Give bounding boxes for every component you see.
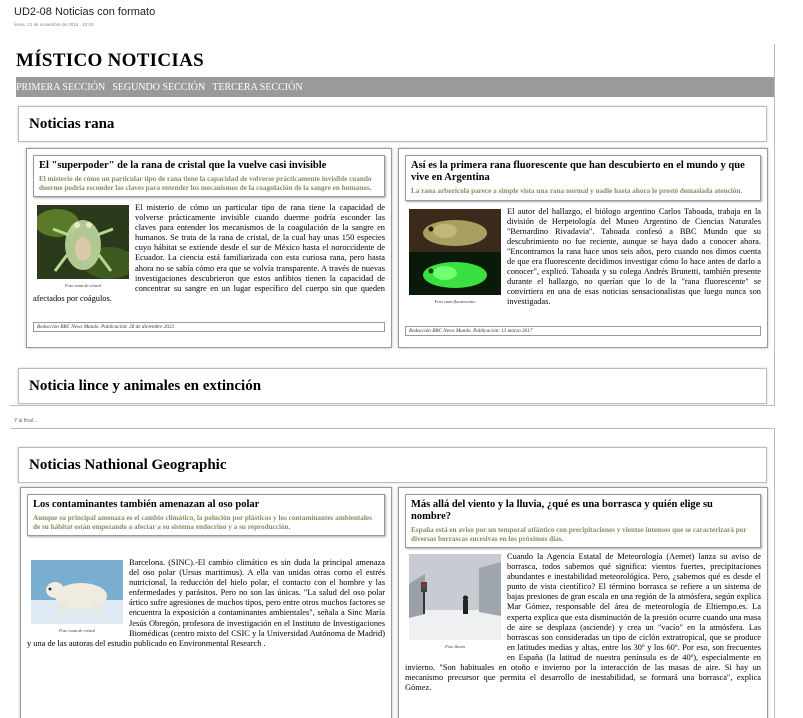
article-header bbox=[33, 155, 385, 197]
article-header bbox=[405, 494, 761, 548]
page-separator-text: Y al final... bbox=[14, 418, 38, 424]
figure-caption: Foto lluvia bbox=[445, 644, 465, 649]
article-title: Así es la primera rana fluorescente que han descubierto en el mundo y que vive en Argentina bbox=[411, 160, 745, 183]
figure-caption: Foto rana de cristal bbox=[58, 628, 96, 633]
glass-frog-image bbox=[37, 205, 129, 279]
article-oso-polar bbox=[20, 487, 392, 718]
page-1 bbox=[10, 44, 775, 406]
article-summary: España está en aviso por un temporal atlántico con precipitaciones y vientos intensos que se caracterizará por diversas borrascas sucesivas en los próximos días. bbox=[411, 526, 747, 543]
article-title: Más allá del viento y la lluvia, ¿qué es una borrasca y quién elige su nombre? bbox=[411, 499, 713, 522]
article-figure bbox=[37, 205, 129, 291]
fluorescent-frog-image bbox=[409, 209, 501, 295]
article-rana-fluorescente bbox=[398, 148, 768, 348]
section-title: Noticia lince y animales en extinción bbox=[29, 378, 262, 394]
article-header bbox=[405, 155, 761, 201]
article-title: Los contaminantes también amenazan al oso polar bbox=[33, 499, 260, 510]
nav-link-tercera[interactable]: TERCERA SECCIÓN bbox=[212, 81, 303, 93]
article-summary: Aunque su principal amenaza es el cambio climático, la polución por plásticos y los contaminantes ambientales de su hábitat están empezando a afectar a su sistema endocrino y a su reproducción. bbox=[33, 514, 372, 531]
article-title: El "superpoder" de la rana de cristal que la vuelve casi invisible bbox=[39, 160, 327, 171]
article-text: El autor del hallazgo, el biólogo argentino Carlos Taboada, trabaja en la división de Herpetología del Museo Argentino de Ciencias Naturales "Bernardino Rivadavia". Taboada confesó a BBC Mundo que su descubrimiento no fue reciente, aunque se haya dado a conocer ahora. "Encontramos la rana hace unos seis años, pero cuando nos dimos cuenta de que era fluorescente decidimos investigar cómo lo hace antes de darlo a conocer", explicó. Taboada y su colega Andrés Brunetti, también presente durante el hallazgo, no querían que lo de la "rana fluorescente" se convirtiera en una de esas noticias sensacionalistas que luego nunca son investigadas. bbox=[507, 206, 761, 307]
article-text: Barcelona. (SINC).-El cambio climático es sin duda la principal amenaza del oso polar (Ursus maritimus). A ella van unidas otras como el estrés nutricional, la reducción del hielo polar, el contacto con el hombre y las enfermedades y parásitos. Pero no son las únicas. "La salud del oso polar ártico sufre agresiones de muchos tipos, pero entre otros muchos factores se encuentra la exposición a contaminantes ambientales", señala a Sinc María Jesús Obregón, profesora de investigación en el Instituto de Investigaciones Biomédicas (centro mixto del CSIC y la Universidad Autónoma de Madrid) y una de las autoras del estudio publicado en Environmental Research . bbox=[27, 558, 385, 648]
article-borrasca bbox=[398, 487, 768, 718]
article-summary: La rana arborícola parece a simple vista una rana normal y nadie hasta ahora le prestó demasiada atención. bbox=[411, 187, 743, 195]
article-rana-cristal bbox=[26, 148, 392, 348]
section-title: Noticias rana bbox=[29, 116, 115, 132]
nav-link-primera[interactable]: PRIMERA SECCIÓN bbox=[16, 81, 106, 93]
figure-caption: Foto rana de cristal bbox=[64, 283, 102, 288]
section-header-lince bbox=[18, 368, 767, 404]
section-title: Noticias Nathional Geographic bbox=[29, 457, 227, 473]
article-figure bbox=[409, 554, 501, 652]
article-body bbox=[405, 207, 761, 323]
section-header-natgeo bbox=[18, 447, 767, 483]
site-title: MÍSTICO NOTICIAS bbox=[16, 50, 204, 71]
section-header-rana bbox=[18, 106, 767, 142]
nav-link-segundo[interactable]: SEGUNDO SECCIÓN bbox=[112, 81, 206, 93]
article-text: Cuando la Agencia Estatal de Meteorología (Aemet) lanza su aviso de borrasca, todos sabemos qué significa: vientos fuertes, precipitaciones abundantes e inestabilidad meteorológica. Pero, ¿sabemos qué es desde el punto de vista científico? El término borrasca se refiere a un sistema de bajas presiones de gran escala en una región de la atmósfera, según explica Mar Gómez, responsable del área de meteorología de Eltiempo.es. La experta explica que esta disminución de la presión ocurre cuando una masa de aire se desplaza (asciende) y crea un "vacío" en la atmósfera. Las borrascas son consideradas un tipo de ciclón extratropical, que se produce en latitudes medias y altas, entre los 30º y los 60º. Por eso, son frecuentes en España (la latitud de nuestra península es de 40º), especialmente en invierno. "Son habituales en otoño e invierno por la interacción de las masas de aire. Si hay un mecanismo precursor que permita el desarrollo de inestabilidad, se formará una borrasca", explica Gómez. bbox=[405, 552, 761, 693]
article-footer: Redacción BBC News Mundo. Publicación: 13 marzo 2017 bbox=[405, 326, 761, 336]
document-meta: lunes, 21 de noviembre de 2016 · 10:15 bbox=[14, 22, 94, 27]
article-footer: Redacción BBC News Mundo. Publicación: 26 de diciembre 2022 bbox=[33, 322, 385, 332]
article-body bbox=[405, 552, 761, 693]
main-nav bbox=[16, 77, 775, 97]
page-2 bbox=[10, 428, 775, 718]
article-summary: El misterio de cómo un particular tipo de rana tiene la capacidad de volverse prácticamente invisible cuando duerme podría esconder las claves para entender los mecanismos de la coagulación de la sangre en humanos. bbox=[39, 175, 372, 192]
article-header bbox=[27, 494, 385, 536]
article-figure bbox=[409, 209, 501, 307]
snow-storm-image bbox=[409, 554, 501, 640]
article-body bbox=[27, 558, 385, 649]
article-body bbox=[33, 203, 385, 319]
article-text: El misterio de cómo un particular tipo de rana tiene la capacidad de volverse prácticamente invisible cuando duerme podría esconder las claves para entender los mecanismos de la coagulación de la sangre en humanos. Se trata de la rana de cristal, de la cual hay unas 150 especies cuyo hábitat se extiende desde el sur de México hasta el noroccidente de Ecuador. La ciencia está familiarizada con esta curiosa rana, pero hasta ahora no se sabía cómo era que se volvía transparente. A través de nuevas investigaciones descubrieron que estos anfibios tienen la capacidad de concentrar su sangre en un lugar específico del cuerpo sin que queden afectados por coágulos. bbox=[33, 203, 385, 303]
polar-bear-image bbox=[31, 560, 123, 624]
document-title: UD2-08 Noticias con formato bbox=[14, 6, 156, 18]
figure-caption: Foto rana fluorescente bbox=[434, 298, 476, 304]
article-figure bbox=[31, 560, 123, 636]
